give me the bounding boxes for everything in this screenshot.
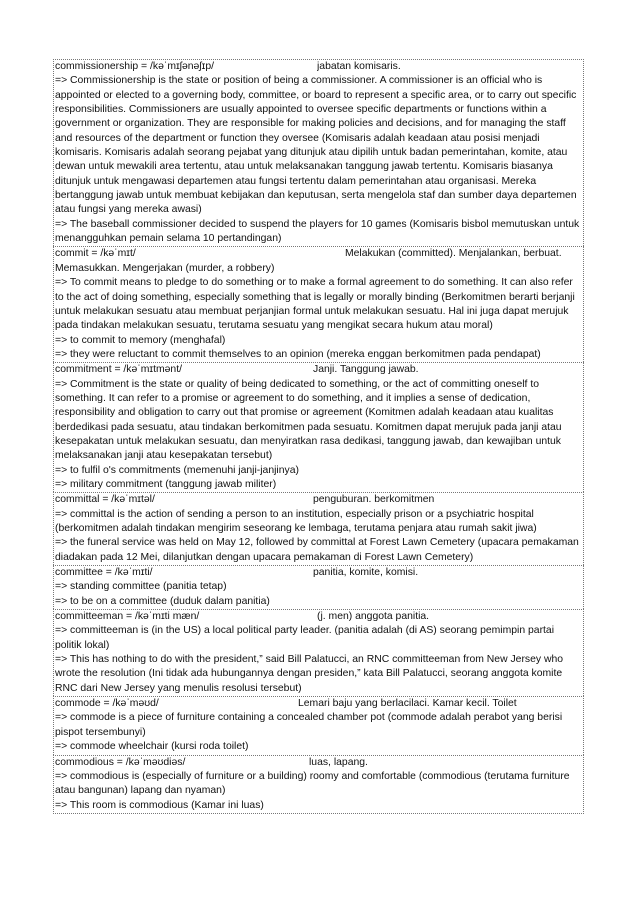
dictionary-entry (53, 565, 584, 609)
entry-definition: => commode is a piece of furniture containing a concealed chamber pot (commode adalah perabot yang berisi pispot tersembunyi) (55, 712, 563, 738)
entry-example: => to be on a committee (duduk dalam panitia) (55, 595, 270, 607)
dictionary-entry (53, 59, 584, 246)
entry-term: commissionership = /kəˈmɪʃənəʃɪp/ (55, 61, 214, 72)
entry-term: committee = /kəˈmɪti/ (55, 567, 153, 579)
entry-example: => military commitment (tanggung jawab militer) (55, 478, 277, 490)
entry-definition: => To commit means to pledge to do something or to make a formal agreement to do something. It can also refer to the act of doing something, especially something that is legally or morally binding (Berkomitmen berarti berjanji untuk melakukan sesuatu atau membuat perjanjian formal untuk melakukan sesuatu. Hal ini juga dapat merujuk pada tindakan melakukan sesuatu, terutama sesuatu yang mengikat secara hukum atau moral) (55, 277, 575, 332)
entry-term: commodious = /kəˈməʊdiəs/ (55, 756, 186, 768)
entry-meaning: (j. men) anggota panitia. (317, 611, 430, 623)
entry-definition: => commodious is (especially of furniture or a building) roomy and comfortable (commodious (terutama furniture atau bangunan) lapang dan nyaman) (55, 770, 570, 797)
entry-term: committal = /kəˈmɪtəl/ (55, 494, 155, 506)
entry-meaning: penguburan. berkomitmen (313, 494, 435, 506)
entry-definition: => committal is the action of sending a person to an institution, especially prison or a psychiatric hospital (berkomitmen adalah tindakan mengirim seseorang ke lembaga, terutama penjara atau rumah sakit jiwa) (55, 508, 537, 534)
dictionary-entry (53, 246, 584, 362)
entry-example: => they were reluctant to commit themselves to an opinion (mereka enggan berkomitmen pada pendapat) (55, 348, 541, 360)
entry-meaning: Lemari baju yang berlacilaci. Kamar kecil. Toilet (298, 698, 517, 710)
entry-meaning: luas, lapang. (309, 756, 368, 768)
entry-headword-line (55, 697, 582, 711)
dictionary-entry (53, 362, 584, 492)
dictionary-entry (53, 755, 584, 814)
entry-meaning: Janji. Tanggung jawab. (313, 364, 419, 376)
entry-headword-line (55, 60, 582, 74)
entry-example: => The baseball commissioner decided to suspend the players for 10 games (Komisaris bisbol memutuskan untuk menangguhkan pemain selama 10 pertandingan) (55, 218, 580, 245)
entry-headword-line (55, 493, 582, 507)
entry-meaning: panitia, komite, komisi. (313, 567, 419, 579)
entry-term: committeeman = /kəˈmɪti mæn/ (55, 611, 200, 623)
dictionary-page (53, 59, 584, 814)
entry-example: => to fulfil o's commitments (memenuhi janji-janjinya) (55, 464, 299, 476)
entry-headword-line (55, 363, 582, 377)
entry-example: => This room is commodious (Kamar ini luas) (55, 799, 264, 811)
entry-example: => This has nothing to do with the president,” said Bill Palatucci, an RNC committeeman from New Jersey who wrote the resolution (Ini tidak ada hubungannya dengan presiden,” kata Bill Palatucci, seorang anggota komite RNC dari New Jersey yang menulis resolusi tersebut) (55, 654, 564, 694)
entry-headword-line (55, 566, 582, 580)
entry-headword-line (55, 610, 582, 624)
entry-headword-line (55, 756, 582, 770)
entry-term: commit = /kəˈmɪt/ (55, 248, 136, 260)
entry-example: => the funeral service was held on May 12, followed by committal at Forest Lawn Cemetery (upacara pemakaman diadakan pada 12 Mei, dilanjutkan dengan upacara pemakaman di Forest Lawn Cemetery) (55, 537, 579, 563)
entry-example: => to commit to memory (menghafal) (55, 334, 226, 346)
entry-example: => commode wheelchair (kursi roda toilet) (55, 741, 249, 753)
entry-definition: => Commitment is the state or quality of being dedicated to something, or the act of committing oneself to something. It can refer to a promise or agreement to do something, and it implies a sense of dedication, responsibility and obligation to carry out that promise or agreement (Komitmen adalah keadaan atau kualitas berdedikasi pada sesuatu, atau tindakan berkomitmen pada sesuatu. Komitmen dapat merujuk pada janji atau kesepakatan untuk melakukan sesuatu, dan menyiratkan rasa dedikasi, tanggung jawab, dan kewajiban untuk melaksanakan janji atau kesepakatan tersebut) (55, 378, 562, 462)
dictionary-entry (53, 696, 584, 754)
entry-term: commode = /kəˈməʊd/ (55, 698, 159, 710)
dictionary-entry (53, 492, 584, 565)
entry-term: commitment = /kəˈmɪtmənt/ (55, 364, 182, 376)
entry-definition: => committeeman is (in the US) a local political party leader. (panitia adalah (di AS) seorang pemimpin partai politik lokal) (55, 625, 554, 651)
entry-definition: => standing committee (panitia tetap) (55, 581, 227, 593)
entry-meaning: jabatan komisaris. (317, 61, 401, 72)
entry-headword-line (55, 247, 582, 276)
entry-meaning: Melakukan (committed). Menjalankan, berbuat. Memasukkan. Mengerjakan (murder, a robbery) (55, 248, 562, 274)
dictionary-entry (53, 609, 584, 696)
entry-definition: => Commissionership is the state or position of being a commissioner. A commissioner is an official who is appointed or elected to a governing body, committee, or board to represent a specific area, or to carry out specific responsibilities. Commissioners are usually appointed to oversee specific departments or functions within a government or organization. They are responsible for making policies and decisions, and for managing the staff and resources of the department or function they oversee (Komisaris adalah keadaan atau posisi menjadi komisaris. Komisaris adalah seorang pejabat yang ditunjuk atau dipilih untuk badan pemerintahan, komite, atau dewan untuk mewakili area tertentu, atau untuk melaksanakan tanggung jawab tertentu. Komisaris biasanya ditunjuk untuk mengawasi departemen atau fungsi tertentu dalam pemerintahan atau organisasi. Mereka bertanggung jawab untuk membuat kebijakan dan keputusan, serta mengelola staf dan sumber daya departemen atau fungsi yang mereka awasi) (55, 75, 577, 216)
